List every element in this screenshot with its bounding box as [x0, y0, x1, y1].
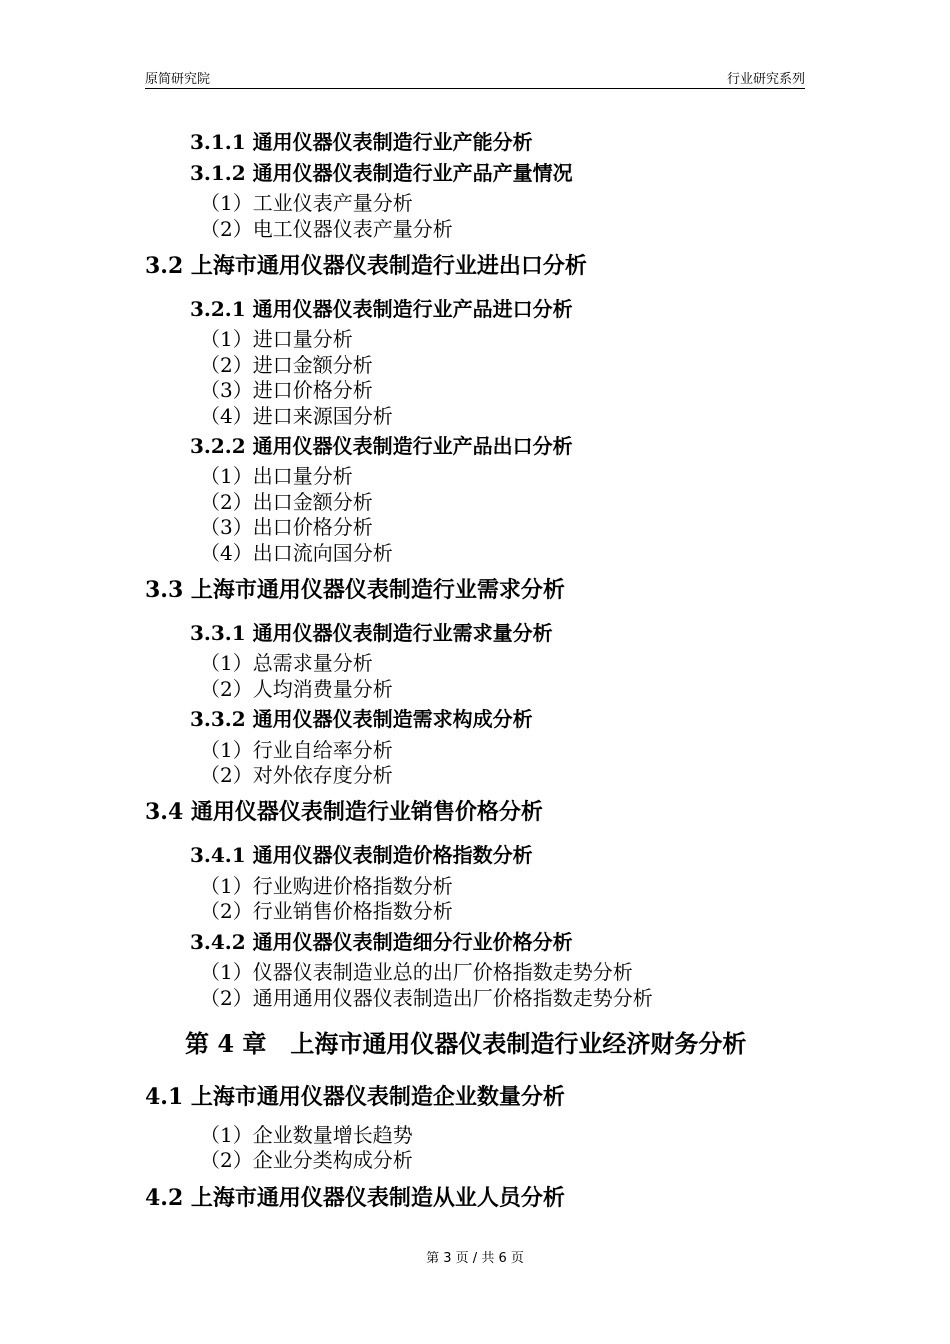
toc-subsection: 3.1.2 通用仪器仪表制造行业产品产量情况	[190, 161, 573, 185]
toc-item: （4）出口流向国分析	[200, 541, 393, 565]
toc-item: （1）进口量分析	[200, 327, 353, 351]
toc-subsection: 3.4.1 通用仪器仪表制造价格指数分析	[190, 843, 533, 867]
toc-subsection: 3.2.1 通用仪器仪表制造行业产品进口分析	[190, 297, 573, 321]
toc-chapter: 第 4 章 上海市通用仪器仪表制造行业经济财务分析	[185, 1029, 747, 1058]
toc-section: 4.2 上海市通用仪器仪表制造从业人员分析	[145, 1185, 565, 1211]
toc-item: （4）进口来源国分析	[200, 404, 393, 428]
toc-item: （2）出口金额分析	[200, 490, 373, 514]
toc-item: （1）企业数量增长趋势	[200, 1123, 413, 1147]
toc-section: 3.4 通用仪器仪表制造行业销售价格分析	[145, 799, 543, 825]
toc-item: （2）对外依存度分析	[200, 763, 393, 787]
toc-item: （1）仪器仪表制造业总的出厂价格指数走势分析	[200, 960, 633, 984]
header-series: 行业研究系列	[726, 72, 805, 87]
toc-subsection: 3.4.2 通用仪器仪表制造细分行业价格分析	[190, 930, 573, 954]
toc-item: （2）电工仪器仪表产量分析	[200, 217, 453, 241]
toc-item: （1）总需求量分析	[200, 651, 373, 675]
toc-subsection: 3.3.1 通用仪器仪表制造行业需求量分析	[190, 621, 553, 645]
toc-item: （1）行业购进价格指数分析	[200, 874, 453, 898]
toc-item: （2）企业分类构成分析	[200, 1148, 413, 1172]
page-number: 第 3 页 / 共 6 页	[426, 1251, 524, 1266]
page-header	[145, 68, 805, 89]
toc-section: 3.3 上海市通用仪器仪表制造行业需求分析	[145, 577, 565, 603]
header-publisher: 原简研究院	[145, 72, 211, 87]
toc-item: （2）行业销售价格指数分析	[200, 899, 453, 923]
toc-item: （2）人均消费量分析	[200, 677, 393, 701]
toc-item: （1）出口量分析	[200, 464, 353, 488]
toc-subsection: 3.3.2 通用仪器仪表制造需求构成分析	[190, 707, 533, 731]
toc-item: （2）通用通用仪器仪表制造出厂价格指数走势分析	[200, 986, 653, 1010]
toc-item: （3）进口价格分析	[200, 378, 373, 402]
toc-section: 4.1 上海市通用仪器仪表制造企业数量分析	[145, 1084, 565, 1110]
toc-subsection: 3.1.1 通用仪器仪表制造行业产能分析	[190, 130, 533, 154]
toc-item: （2）进口金额分析	[200, 353, 373, 377]
toc-subsection: 3.2.2 通用仪器仪表制造行业产品出口分析	[190, 434, 573, 458]
toc-item: （1）行业自给率分析	[200, 738, 393, 762]
toc-section: 3.2 上海市通用仪器仪表制造行业进出口分析	[145, 253, 587, 279]
toc-item: （1）工业仪表产量分析	[200, 191, 413, 215]
toc-item: （3）出口价格分析	[200, 515, 373, 539]
